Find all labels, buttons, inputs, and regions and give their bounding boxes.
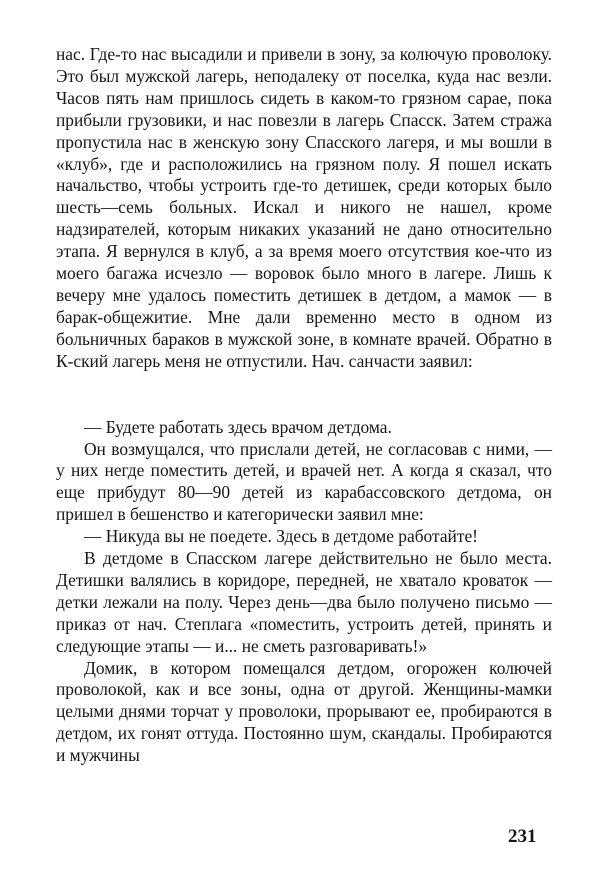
paragraph-5: В детдоме в Спасском лагере действительно не было места. Детишки валялись в коридоре, передней, не хватало кроваток — детки лежали на полу. Через день—два было получено письмо — приказ от нач. Степлага «поместить, устроить детей, принять и следующие этапы — и... не сметь разговаривать!» [56,548,552,656]
page-text [56,44,552,767]
page-number: 231 [508,826,537,847]
paragraph-2: — Будете работать здесь врачом детдома. [84,416,392,437]
paragraph-1: нас. Где-то нас высадили и привели в зону, за колючую проволоку. Это был мужской лагерь, неподалеку от поселка, куда нас везли. Часов пять нам пришлось сидеть в каком-то грязном сарае, пока прибыли грузовики, и нас повезли в лагерь Спасск. Затем стража пропустила нас в женскую зону Спасского лагеря, и мы вошли в «клуб», где и расположились на грязном полу. Я пошел искать начальство, чтобы устроить где-то детишек, среди которых было шесть—семь больных. Искал и никого не нашел, кроме надзирателей, которым никаких указаний не дано относительно этапа. Я вернулся в клуб, а за время моего отсутствия кое-что из моего багажа исчезло — воровок было много в лагере. Лишь к вечеру мне удалось поместить детишек в детдом, а мамок — в барак-общежитие. Мне дали временно место в одном из больничных бараков в мужской зоне, в комнате врачей. Обратно в К-ский лагерь меня не отпустили. Нач. санчасти заявил: [56,44,552,371]
paragraph-3: Он возмущался, что прислали детей, не согласовав с ними, — у них негде поместить детей, и врачей нет. А когда я сказал, что еще прибудут 80—90 детей из карабассовского детдома, он пришел в бешенство и категорически заявил мне: [56,438,552,525]
paragraph-gap [56,373,552,417]
paragraph-6: Домик, в котором помещался детдом, огорожен колючей проволокой, как и все зоны, одна от другой. Женщины-мамки целыми днями торчат у проволоки, прорывают ее, пробираются в детдом, их гонят оттуда. Постоянно шум, скандалы. Пробираются и мужчины [56,657,552,766]
paragraph-4: — Никуда вы не поедете. Здесь в детдоме работайте! [84,526,478,547]
